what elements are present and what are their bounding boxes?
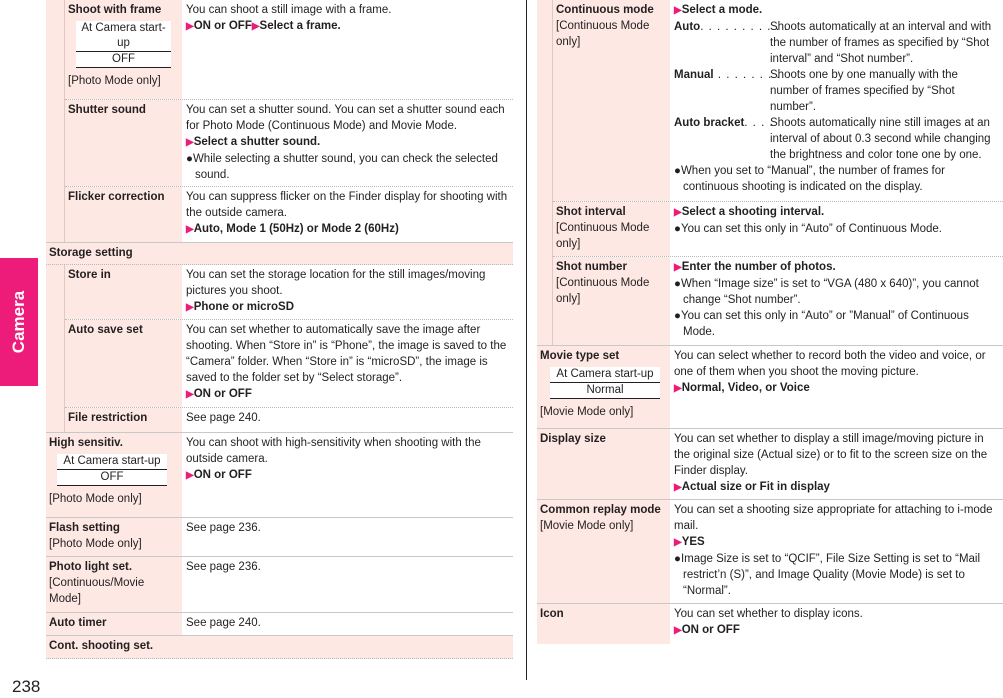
item-description: You can set whether to display icons. (674, 608, 863, 620)
startup-default-box: At Camera start-up OFF (57, 454, 167, 486)
mode-condition: [Continuous Mode only] (556, 20, 650, 48)
item-name: Shot number (556, 261, 627, 273)
note: ●When “Image size” is set to “VGA (480 x 640)”, you cannot change “Shot number”. (674, 278, 979, 306)
mode-condition: [Movie Mode only] (540, 520, 634, 532)
mode-condition: [Continuous Mode only] (556, 222, 650, 250)
item-name: Shutter sound (68, 104, 146, 116)
arrow-icon: ▶ (674, 5, 682, 16)
mode-text: Shoots automatically at an interval and with the number of frames as specified by “Shot interval” and “Shot number”. (770, 21, 992, 65)
bullet-icon: ● (674, 553, 681, 565)
row-flash-setting (46, 518, 513, 557)
operation-step: ▶Auto, Mode 1 (50Hz) or Mode 2 (60Hz) (186, 223, 399, 235)
operation-step: ▶YES (674, 536, 705, 548)
row-display-size (537, 429, 1003, 500)
item-name: Flicker correction (68, 191, 165, 203)
operation-step: ▶ON or OFF (674, 624, 740, 636)
mode-text: Shoots automatically nine still images at an interval of about 0.3 second while changing the brightness and color tone one by one. (770, 117, 991, 161)
arrow-icon: ▶ (674, 625, 682, 636)
page-reference: See page 240. (186, 412, 261, 424)
left-column (46, 0, 513, 659)
item-name: Auto save set (68, 324, 143, 336)
mode-condition: [Photo Mode only] (49, 538, 142, 550)
bullet-icon: ● (674, 223, 681, 235)
operation-step: ▶ON or OFF (186, 469, 252, 481)
note: ●While selecting a shutter sound, you can check the selected sound. (186, 153, 498, 181)
row-shot-number (553, 257, 1003, 345)
operation-step: ▶Actual size or Fit in display (674, 481, 830, 493)
mode-text: Shoots one by one manually with the number of frames specified by “Shot number”. (770, 69, 958, 113)
note: ●You can set this only in “Auto” of Continuous Mode. (674, 223, 942, 235)
note: ●You can set this only in “Auto” or ”Manual” of Continuous Mode. (674, 310, 969, 338)
item-name: High sensitiv. (49, 437, 123, 449)
startup-default-box: At Camera start-up OFF (76, 21, 171, 68)
arrow-icon: ▶ (674, 482, 682, 493)
item-description: You can shoot with high-sensitivity when shooting with the outside camera. (186, 437, 481, 465)
operation-step: ▶Select a mode. (674, 4, 763, 16)
row-file-restriction (65, 408, 513, 432)
item-name: Display size (540, 433, 606, 445)
item-description: You can set whether to automatically save the image after shooting. When “Store in” is “Phone”, the image is saved to the “Camera” folder. When “Store in” is “microSD”, the image is saved to the folder set by “Select storage”. (186, 324, 507, 384)
item-name: Shoot with frame (68, 4, 162, 16)
item-description: You can set a shooting size appropriate for attaching to i-mode mail. (674, 504, 993, 532)
bullet-icon: ● (674, 278, 681, 290)
item-description: You can select whether to record both the video and voice, or one of them when you shoot the moving picture. (674, 350, 986, 378)
row-store-in (65, 265, 513, 320)
item-name: Store in (68, 269, 111, 281)
mode-condition: [Continuous/Movie Mode] (49, 577, 145, 605)
arrow-icon: ▶ (674, 207, 682, 218)
arrow-icon: ▶ (186, 224, 194, 235)
item-description: You can suppress flicker on the Finder display for shooting with the outside camera. (186, 191, 508, 219)
item-description: You can set a shutter sound. You can set a shutter sound each for Photo Mode (Continuous Mode) and Movie Mode. (186, 104, 505, 132)
row-photo-light-set (46, 557, 513, 613)
row-auto-save-set (65, 320, 513, 408)
column-divider (526, 0, 527, 680)
arrow-icon: ▶ (674, 262, 682, 273)
item-name: Icon (540, 608, 564, 620)
bullet-icon: ● (674, 310, 681, 322)
page-reference: See page 236. (186, 561, 261, 573)
mode-list (674, 19, 1000, 163)
row-high-sensitiv (46, 432, 513, 518)
operation-step: ▶ON or OFF (186, 388, 252, 400)
row-common-replay-mode (537, 500, 1003, 604)
operation-step: ▶Select a shutter sound. (186, 136, 321, 148)
row-shot-interval (553, 202, 1003, 257)
arrow-icon: ▶ (186, 470, 194, 481)
row-flicker-correction (65, 187, 513, 242)
operation-step: ▶Select a shooting interval. (674, 206, 825, 218)
row-shoot-with-frame (65, 0, 513, 100)
mode-condition: [Photo Mode only] (68, 75, 161, 87)
note: ●When you set to “Manual”, the number of frames for continuous shooting is indicated on the display. (674, 165, 945, 193)
mode-condition: [Photo Mode only] (49, 493, 142, 505)
arrow-icon: ▶ (251, 21, 260, 32)
item-description: You can set whether to display a still image/moving picture in the original size (Actual size) or to fit to the screen size on the Finder display. (674, 433, 988, 477)
arrow-icon: ▶ (186, 302, 194, 313)
mode-key: Auto. . . . . . . . . . . (674, 21, 789, 33)
mode-key: Auto bracket. . . . (674, 117, 774, 129)
item-name: Auto timer (49, 617, 107, 629)
storage-setting-header: Storage setting (46, 242, 513, 265)
bullet-icon: ● (674, 165, 681, 177)
item-description: You can set the storage location for the still images/moving pictures you shoot. (186, 269, 486, 297)
item-description: You can shoot a still image with a frame. (186, 4, 392, 16)
indent-spacer (46, 0, 65, 242)
page-reference: See page 240. (186, 617, 261, 629)
arrow-icon: ▶ (186, 21, 194, 32)
item-name: Continuous mode (556, 4, 654, 16)
row-movie-type-set (537, 345, 1003, 429)
row-icon (537, 604, 1003, 644)
item-name: File restriction (68, 412, 148, 424)
cont-shooting-header: Cont. shooting set. (46, 636, 513, 659)
operation-step: ▶Enter the number of photos. (674, 261, 836, 273)
item-name: Movie type set (540, 350, 620, 362)
item-name: Photo light set. (49, 561, 133, 573)
right-column (537, 0, 1003, 644)
mode-condition: [Movie Mode only] (540, 406, 634, 418)
arrow-icon: ▶ (186, 137, 194, 148)
item-name: Common replay mode (540, 504, 661, 516)
page-number: 238 (12, 677, 41, 696)
row-continuous-mode (553, 0, 1003, 202)
mode-condition: [Continuous Mode only] (556, 277, 650, 305)
item-name: Flash setting (49, 522, 120, 534)
operation-step: ▶Phone or microSD (186, 301, 295, 313)
arrow-icon: ▶ (186, 389, 194, 400)
section-side-tab: Camera (0, 258, 38, 386)
operation-step: ▶ON or OFF▶Select a frame. (186, 20, 341, 32)
arrow-icon: ▶ (674, 537, 682, 548)
operation-step: ▶Normal, Video, or Voice (674, 382, 810, 394)
bullet-icon: ● (186, 153, 193, 165)
indent-spacer (537, 0, 553, 345)
item-name: Shot interval (556, 206, 626, 218)
mode-key: Manual . . . . . . . . (674, 69, 781, 81)
arrow-icon: ▶ (674, 383, 682, 394)
row-auto-timer (46, 613, 513, 636)
note: ●Image Size is set to “QCIF”, File Size Setting is set to “Mail restrict’n (S)”, and Image Quality (Movie Mode) is set to “Normal”. (674, 553, 981, 597)
row-shutter-sound (65, 100, 513, 187)
startup-default-box: At Camera start-up Normal (550, 367, 660, 399)
page-reference: See page 236. (186, 522, 261, 534)
indent-spacer (46, 265, 65, 432)
